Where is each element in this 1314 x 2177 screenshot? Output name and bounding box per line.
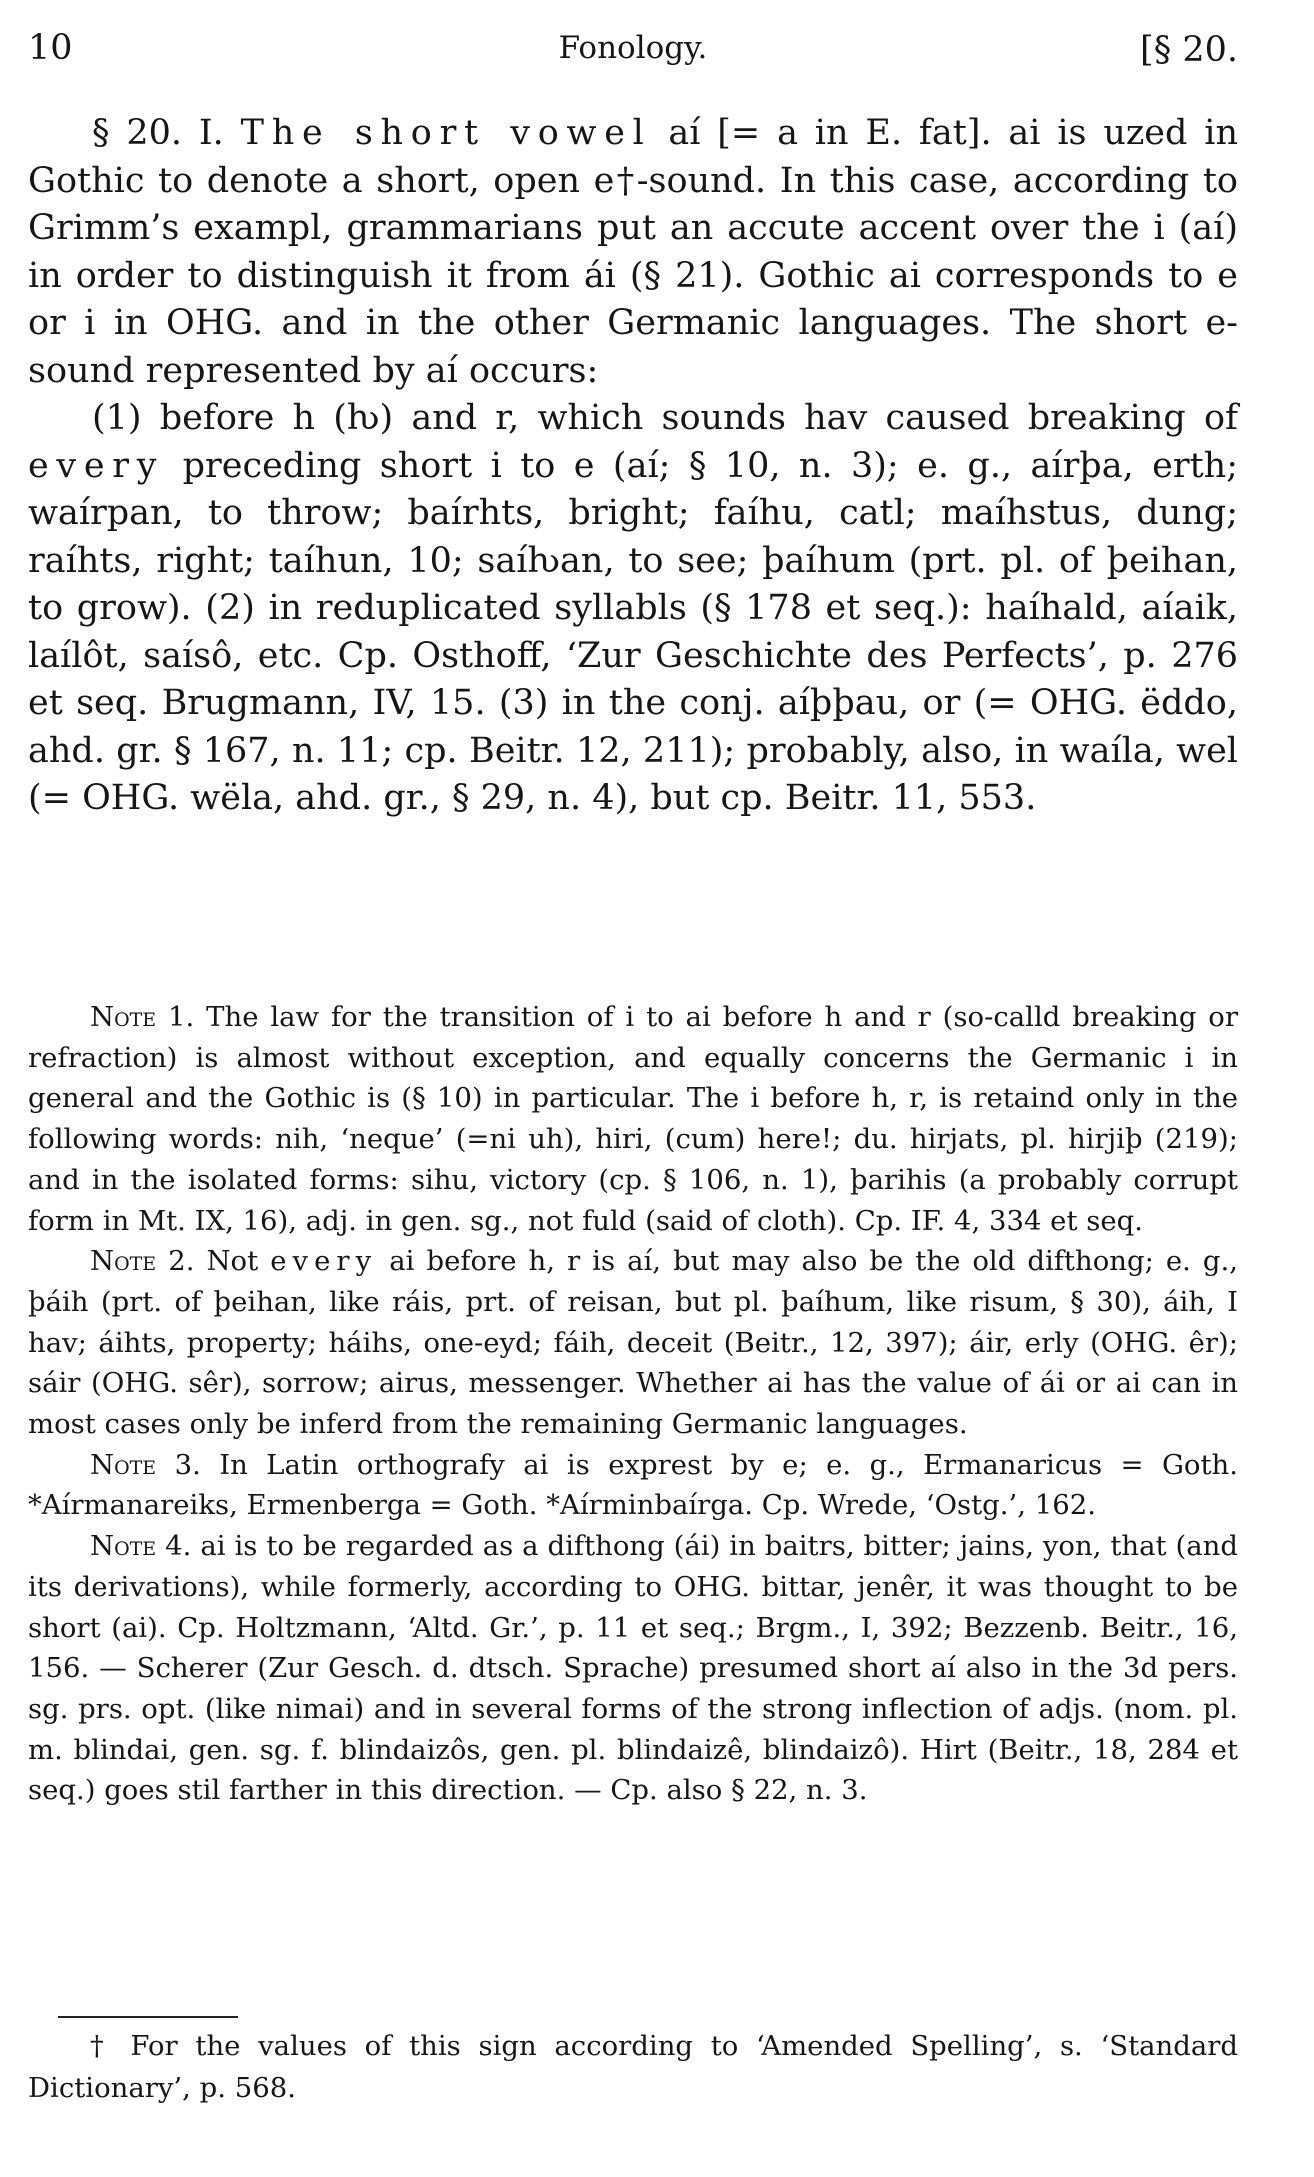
note-label: Note 2.	[90, 1245, 195, 1278]
note-text: ai before h, r is aí, but may also be the old difthong; e. g., þáih (prt. of þeihan, like ráis, prt. of reisan, but pl. þaíhum, like risum, § 30), áih, I hav; áihts, property; háihs, one-eyd; fáih, deceit (Beitr., 12, 397); áir, erly (OHG. êr); sáir (OHG. sêr), sorrow; airus, messenger. Whether ai has the value of ái or ai can in most cases only be inferd from the remaining Germanic languages.	[28, 1245, 1238, 1441]
section-heading: The short vowel	[240, 113, 652, 153]
note-text: The law for the transition of i to ai before h and r (so-calld breaking or refraction) is almost without exception, and equally concerns the Germanic i in general and the Gothic is (§ 10) in particular. The i before h, r, is retaind only in the following words: nih, ‘neque’ (=ni uh), hiri, (cum) here!; du. hirjats, pl. hirjiþ (219); and in the isolated forms: sihu, victory (cp. § 106, n. 1), þarihis (a probably corrupt form in Mt. IX, 16), adj. in gen. sg., not fuld (said of cloth). Cp. IF. 4, 334 et seq.	[28, 1001, 1238, 1237]
occurrence-paragraph	[28, 395, 1238, 823]
paragraph-text: (1) before h (ƕ) and r, which sounds hav caused breaking of	[92, 398, 1238, 438]
main-text	[28, 110, 1238, 823]
spaced-word: every	[28, 445, 165, 486]
page-header	[28, 22, 1238, 82]
running-title: Fonology.	[558, 30, 708, 66]
spaced-word: every	[270, 1245, 378, 1278]
note-text: ai is to be regarded as a difthong (ái) in baitrs, bitter; jains, yon, that (and its derivations), while formerly, according to OHG. bittar, jenêr, it was thought to be short (ai). Cp. Holtzmann, ‘Altd. Gr.’, p. 11 et seq.; Brgm., I, 392; Bezzenb. Beitr., 16, 156. — Scherer (Zur Gesch. d. dtsch. Sprache) presumed short aí also in the 3d pers. sg. prs. opt. (like nimai) and in several forms of the strong inflection of adjs. (nom. pl. m. blindai, gen. sg. f. blindaizôs, gen. pl. blindaizê, blindaizô). Hirt (Beitr., 18, 284 et seq.) goes stil farther in this direction. — Cp. also § 22, n. 3.	[28, 1530, 1238, 1807]
footnote-rule	[58, 2016, 238, 2018]
note-1	[28, 997, 1238, 1241]
section-20-paragraph	[28, 110, 1238, 395]
paragraph-text: aí [= a in E. fat]. ai is uzed in Gothic to denote a short, open e†-sound. In this case, according to Grimm’s exampl, grammarians put an accute accent over the i (aí) in order to distinguish it from ái (§ 21). Gothic ai corresponds to e or i in OHG. and in the other Germanic languages. The short e-sound represented by aí occurs:	[28, 113, 1238, 391]
note-2	[28, 1241, 1238, 1445]
section-reference: [§ 20.	[1140, 30, 1238, 70]
paragraph-text: preceding short i to e (aí; § 10, n. 3); e. g., aírþa, erth; waírpan, to throw; baírhts, bright; faíhu, catl; maíhstus, dung; raíhts, right; taíhun, 10; saíƕan, to see; þaíhum (prt. pl. of þeihan, to grow). (2) in reduplicated syllabls (§ 178 et seq.): haíhald, aíaik, laílôt, saísô, etc. Cp. Osthoff, ‘Zur Geschichte des Perfects’, p. 276 et seq. Brugmann, IV, 15. (3) in the conj. aíþþau, or (= OHG. ëddo, ahd. gr. § 167, n. 11; cp. Beitr. 12, 211); probably, also, in waíla, wel (= OHG. wëla, ahd. gr., § 29, n. 4), but cp. Beitr. 11, 553.	[28, 445, 1238, 818]
page-number: 10	[28, 28, 73, 68]
footnote-text: † For the values of this sign according to ‘Amended Spelling’, s. ‘Standard Dictionary’, p. 568.	[28, 2030, 1238, 2104]
note-4	[28, 1526, 1238, 1811]
footnote	[28, 2025, 1238, 2109]
notes-section	[28, 997, 1238, 1811]
note-label: Note 3.	[90, 1448, 201, 1481]
note-3	[28, 1445, 1238, 1526]
section-number: § 20. I.	[92, 113, 241, 153]
note-text: In Latin orthografy ai is exprest by e; e. g., Ermanaricus = Goth. *Aírmanareiks, Ermenberga = Goth. *Aírminbaírga. Cp. Wrede, ‘Ostg.’, 162.	[28, 1448, 1238, 1522]
note-label: Note 4.	[90, 1530, 192, 1563]
note-text: Not	[194, 1245, 271, 1278]
note-label: Note 1.	[90, 1001, 195, 1033]
